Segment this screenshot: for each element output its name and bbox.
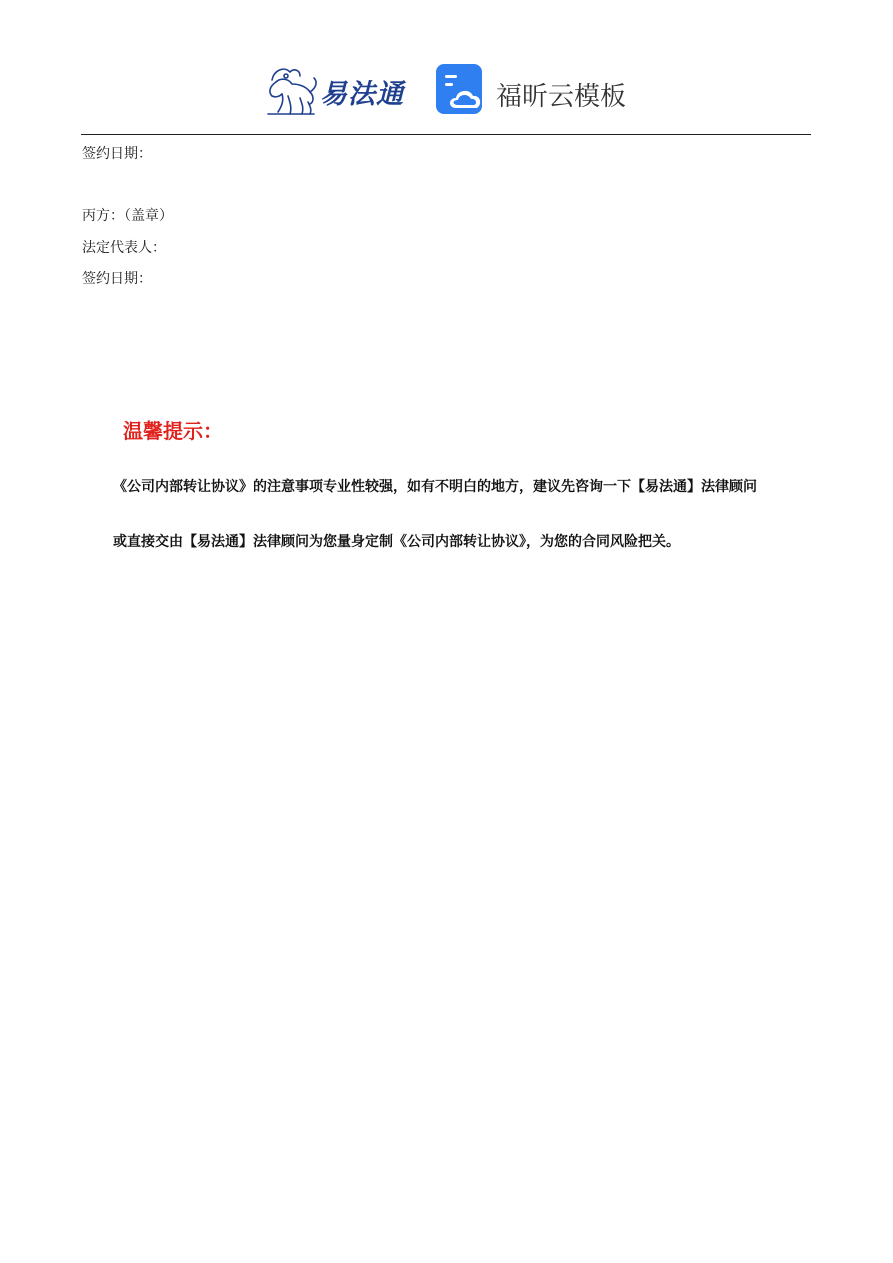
tip-title: 温馨提示： xyxy=(123,419,223,443)
foxit-cloud-template-text: 福昕云模板 xyxy=(496,82,627,112)
yifatong-logo xyxy=(262,62,412,118)
party-c-seal-line: 丙方：（盖章） xyxy=(82,208,173,224)
page-header xyxy=(0,58,893,122)
header-divider xyxy=(81,134,811,135)
yifatong-logo-text: 易法通 xyxy=(320,79,404,110)
signing-date-line-1: 签约日期： xyxy=(82,146,152,162)
cloud-document-icon xyxy=(436,64,488,116)
qilin-mascot-icon xyxy=(262,62,320,118)
foxit-cloud-template-logo xyxy=(436,64,636,118)
signing-date-line-2: 签约日期： xyxy=(82,271,152,287)
legal-representative-line: 法定代表人： xyxy=(82,240,166,256)
tip-paragraph-line-1: 《公司内部转让协议》的注意事项专业性较强，如有不明白的地方，建议先咨询一下【易法通】法律顾问 xyxy=(113,479,757,495)
tip-paragraph-line-2: 或直接交由【易法通】法律顾问为您量身定制《公司内部转让协议》，为您的合同风险把关。 xyxy=(113,534,680,550)
